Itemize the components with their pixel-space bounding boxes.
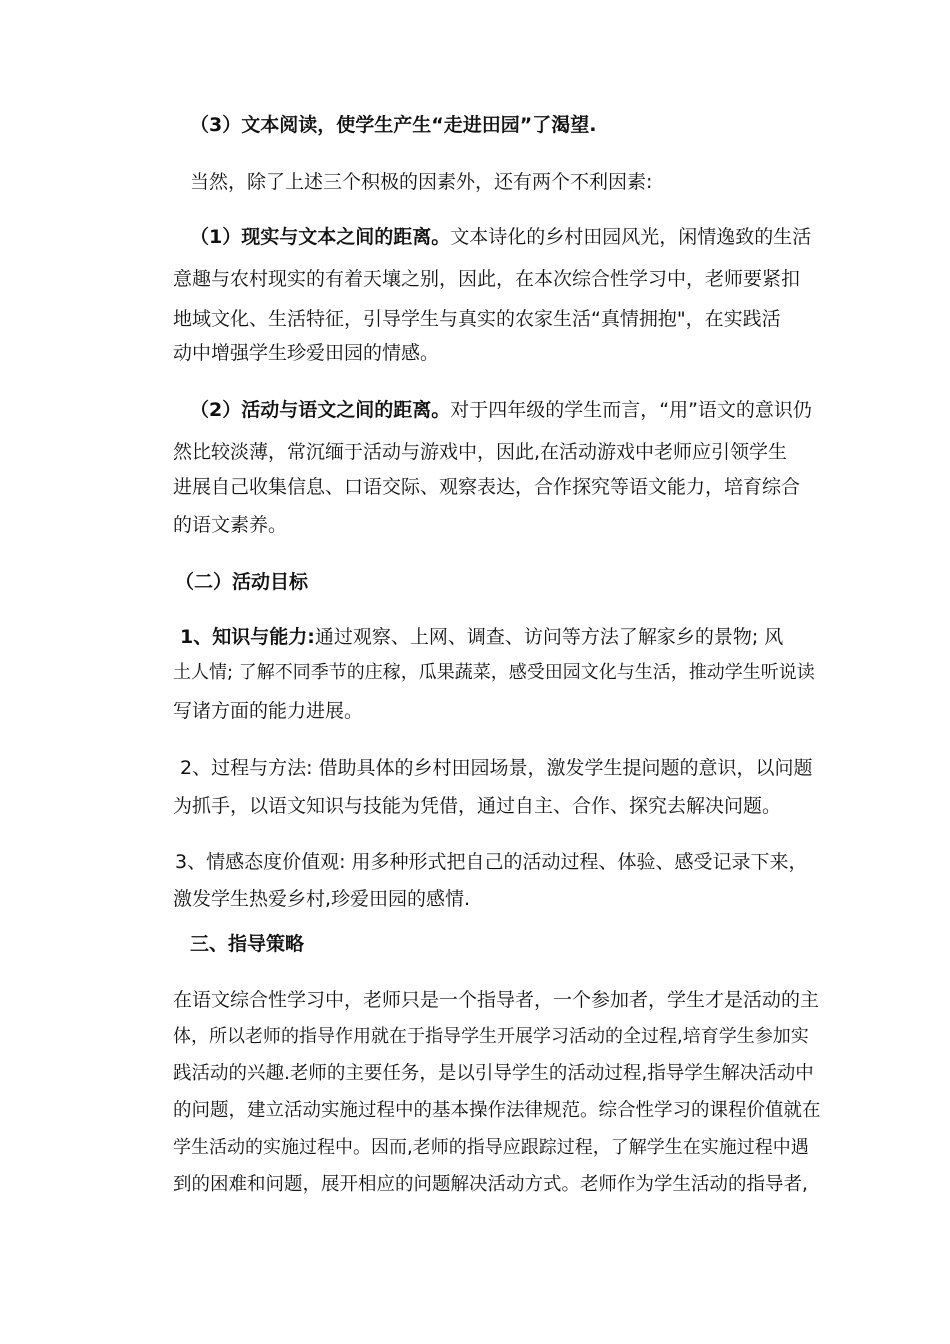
- paragraph-line: 激发学生热爱乡村,珍爱田园的感情.: [173, 888, 471, 910]
- goal-heading-1: 1、知识与能力:: [180, 626, 315, 648]
- paragraph-line: 写诸方面的能力进展。: [173, 700, 364, 722]
- list-item-3-reading: （3）文本阅读，使学生产生“走进田园”了渴望.: [190, 114, 597, 136]
- paragraph-line: 地域文化、生活特征，引导学生与真实的农家生活“真情拥抱"，在实践活: [173, 308, 781, 330]
- paragraph-line: 意趣与农村现实的有着天壤之别，因此，在本次综合性学习中，老师要紧扣: [173, 268, 801, 290]
- paragraph-line: 的语文素养。: [173, 514, 288, 536]
- paragraph-line: [190, 398, 812, 422]
- section-heading: 三、指导策略: [190, 933, 305, 955]
- paragraph-line: [190, 225, 811, 249]
- item-text: 文本诗化的乡村田园风光，闲情逸致的生活: [450, 226, 812, 248]
- paragraph-line: 2、过程与方法: 借助具体的乡村田园场景，激发学生提问题的意识，以问题: [180, 757, 813, 779]
- section-heading: （二）活动目标: [175, 571, 309, 593]
- paragraph-line: 进展自己收集信息、口语交际、观察表达，合作探究等语文能力，培育综合: [173, 476, 801, 498]
- paragraph-line: 土人情; 了解不同季节的庄稼，瓜果蔬菜，感受田园文化与生活，推动学生听说读: [173, 662, 815, 683]
- paragraph-line: 为抓手，以语文知识与技能为凭借，通过自主、合作、探究去解决问题。: [173, 795, 782, 817]
- paragraph-line: 学生活动的实施过程中。因而,老师的指导应跟踪过程，了解学生在实施过程中遇: [173, 1137, 809, 1158]
- paragraph-line: 动中增强学生珍爱田园的情感。: [173, 342, 440, 364]
- paragraph-line: 当然，除了上述三个积极的因素外，还有两个不利因素:: [190, 171, 653, 193]
- paragraph-line: 的问题，建立活动实施过程中的基本操作法律规范。综合性学习的课程价值就在: [173, 1100, 821, 1121]
- goal-text: 通过观察、上网、调查、访问等方法了解家乡的景物; 风: [314, 626, 784, 648]
- item-heading-1: （1）现实与文本之间的距离。: [190, 226, 451, 248]
- paragraph-line: 践活动的兴趣.老师的主要任务，是以引导学生的活动过程,指导学生解决活动中: [173, 1063, 814, 1084]
- paragraph-line: 到的困难和问题，展开相应的问题解决活动方式。老师作为学生活动的指导者,: [173, 1174, 808, 1195]
- paragraph-line: [180, 625, 783, 649]
- paragraph-line: 3、情感态度价值观: 用多种形式把自己的活动过程、体验、感受记录下来，: [175, 851, 808, 873]
- paragraph-line: 体，所以老师的指导作用就在于指导学生开展学习活动的全过程,培育学生参加实: [173, 1026, 809, 1047]
- item-text: 对于四年级的学生而言，“用”语文的意识仍: [450, 399, 812, 421]
- paragraph-line: 然比较淡薄，常沉缅于活动与游戏中，因此,在活动游戏中老师应引领学生: [173, 441, 788, 463]
- paragraph-line: 在语文综合性学习中，老师只是一个指导者，一个参加者，学生才是活动的主: [173, 989, 820, 1011]
- item-heading-2: （2）活动与语文之间的距离。: [190, 399, 451, 421]
